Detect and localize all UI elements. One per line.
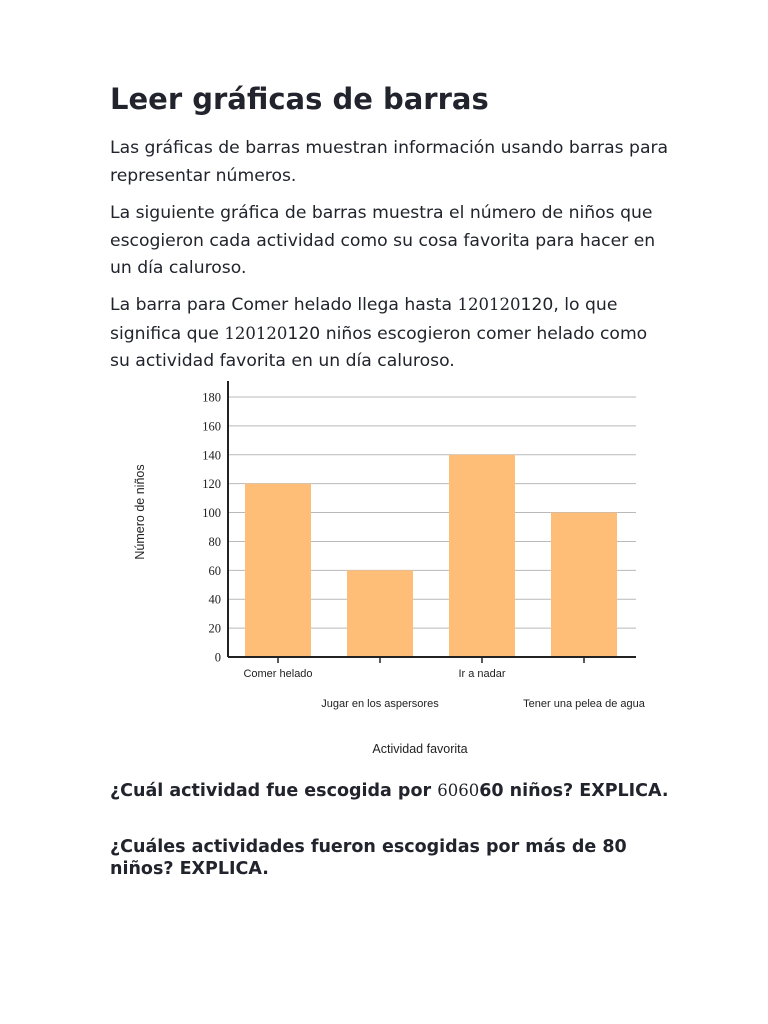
bar: [449, 455, 515, 657]
y-tick-label: 120: [202, 477, 221, 492]
y-tick-label: 20: [208, 621, 221, 636]
x-category-label: Jugar en los aspersores: [321, 698, 439, 710]
y-tick-label: 100: [202, 506, 221, 521]
x-category-label: Ir a nadar: [458, 668, 506, 680]
question-1: [110, 780, 670, 802]
example-text-3: 120 niños escogieron comer helado como su actividad favorita en un día caluroso.: [110, 323, 648, 371]
x-category-label: Comer helado: [243, 668, 313, 680]
question-2: ¿Cuáles actividades fueron escogidas por más de 80 niños? EXPLICA.: [110, 837, 627, 879]
x-category-label: Tener una pelea de agua: [523, 698, 645, 710]
y-axis-title: Número de niños: [133, 464, 147, 560]
y-tick-label: 60: [208, 563, 221, 578]
question-1-math: 6060: [437, 781, 480, 800]
page-title: Leer gráficas de barras: [110, 82, 489, 116]
description-paragraph: La siguiente gráfica de barras muestra el número de niños que escogieron cada actividad como su cosa favorita para hacer en un día caluroso.: [110, 203, 656, 278]
y-tick-label: 180: [202, 390, 221, 405]
question-1-text-2: 60 niños? EXPLICA.: [479, 781, 669, 801]
y-tick-label: 0: [214, 650, 221, 665]
example-math-2: 120120: [224, 323, 288, 343]
question-1-text-1: ¿Cuál actividad fue escogida por: [110, 781, 438, 801]
example-text-2: 120, lo que significa que: [110, 295, 618, 344]
y-tick-label: 80: [208, 534, 221, 549]
y-tick-label: 160: [202, 419, 221, 434]
bar-chart: [110, 375, 650, 765]
intro-paragraph: Las gráficas de barras muestran información usando barras para representar números.: [110, 138, 669, 186]
example-math-1: 120120: [457, 295, 521, 314]
x-axis-title: Actividad favorita: [372, 742, 468, 756]
y-tick-label: 140: [202, 448, 221, 463]
example-paragraph: [110, 291, 670, 376]
bar: [245, 484, 311, 657]
bar: [347, 570, 413, 657]
bar: [551, 513, 617, 657]
y-tick-label: 40: [208, 592, 221, 607]
example-text-1: La barra para Comer helado llega hasta: [110, 295, 458, 315]
